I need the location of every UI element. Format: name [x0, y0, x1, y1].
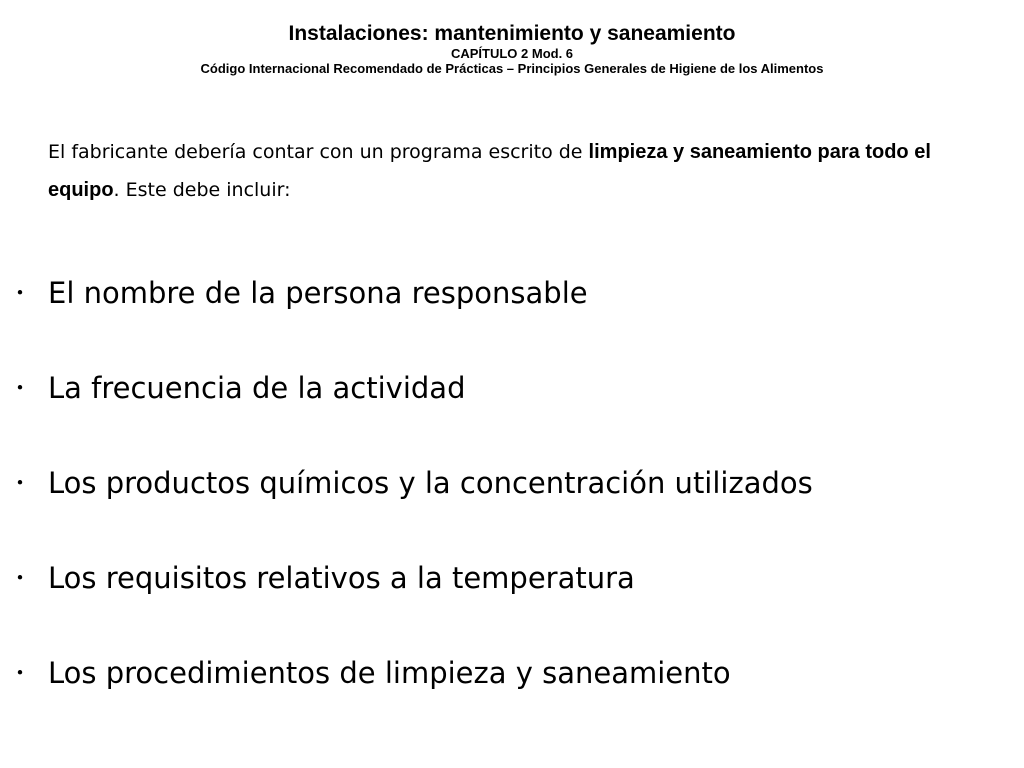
requirements-list: [0, 270, 1024, 745]
list-item: [0, 460, 1024, 507]
bullet-icon: ・: [8, 374, 32, 402]
list-item-text: Los requisitos relativos a la temperatura: [48, 561, 635, 595]
list-item: [0, 555, 1024, 602]
intro-paragraph: [48, 133, 1008, 209]
list-item-text: La frecuencia de la actividad: [48, 371, 466, 405]
intro-bold-text: limpieza y saneamiento para todo el equipo: [48, 141, 931, 201]
bullet-icon: ・: [8, 564, 32, 592]
bullet-icon: ・: [8, 469, 32, 497]
chapter-label: CAPÍTULO 2 Mod. 6: [450, 46, 574, 62]
slide-title: Instalaciones: mantenimiento y saneamiento: [288, 22, 736, 45]
list-item-text: Los procedimientos de limpieza y saneamiento: [48, 656, 731, 690]
list-item: [0, 650, 1024, 697]
list-item: [0, 365, 1024, 412]
bullet-icon: ・: [8, 279, 32, 307]
list-item-text: Los productos químicos y la concentración utilizados: [48, 466, 813, 500]
list-item: [0, 270, 1024, 317]
intro-text-start: El fabricante debería contar con un programa escrito de: [48, 141, 589, 163]
code-subtitle: Código Internacional Recomendado de Prácticas – Principios Generales de Higiene de los Alimentos: [200, 61, 824, 77]
list-item-text: El nombre de la persona responsable: [48, 276, 588, 310]
slide-header: [0, 22, 1024, 77]
bullet-icon: ・: [8, 659, 32, 687]
intro-text-end: . Este debe incluir:: [113, 179, 291, 201]
